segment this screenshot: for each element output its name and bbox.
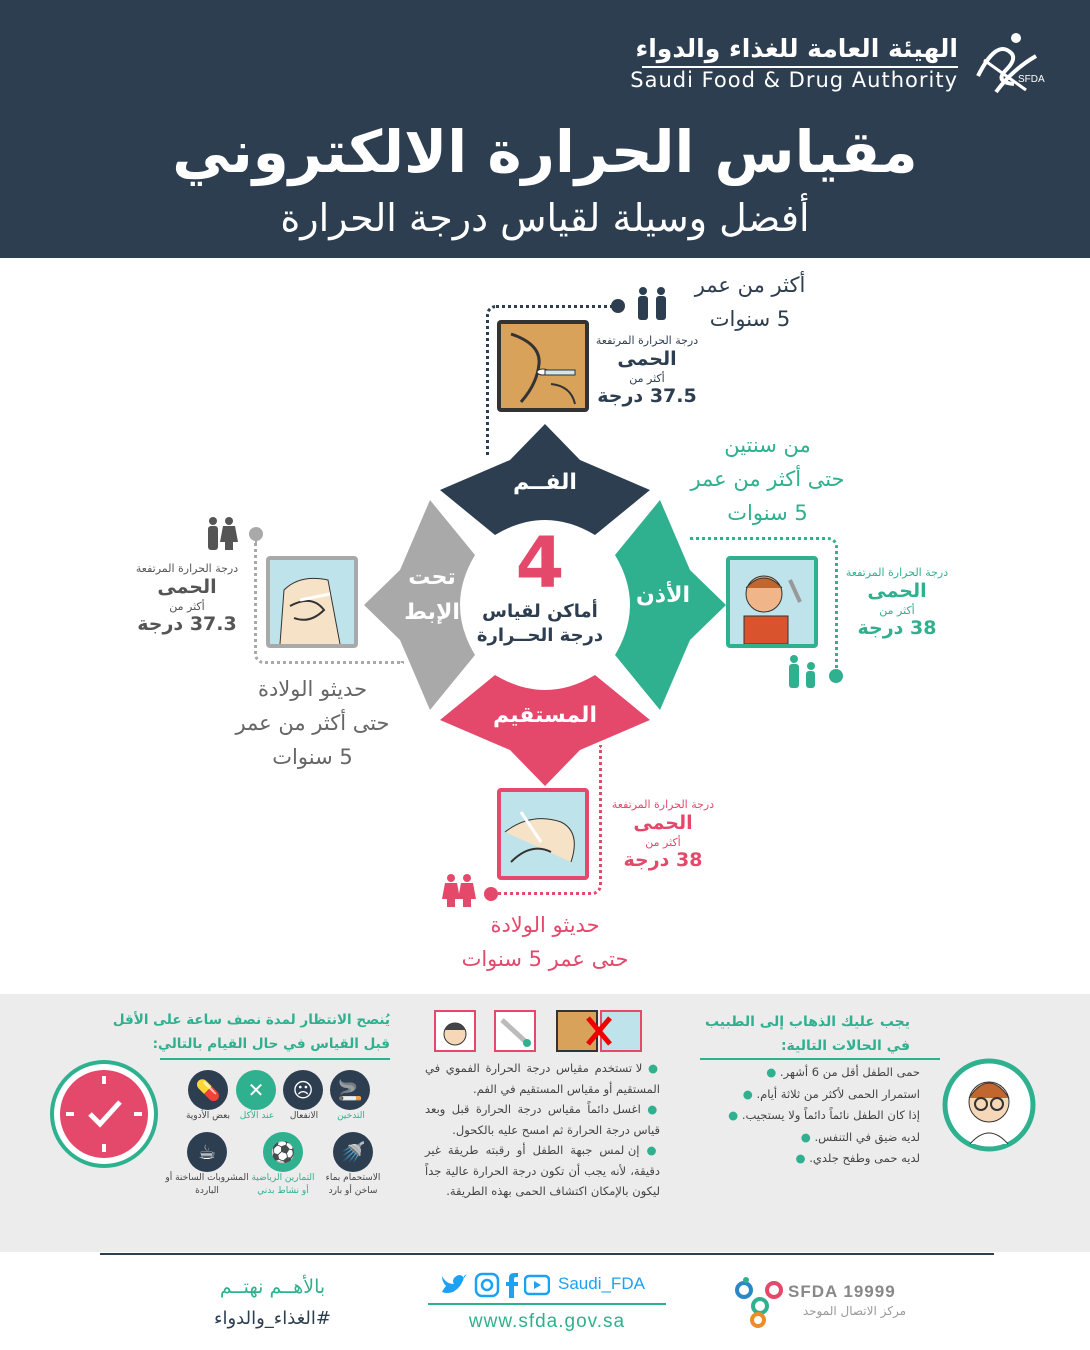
armpit-fever-info — [132, 562, 242, 637]
tips-list — [425, 1058, 660, 1202]
wait-heading-line2: قبل القياس في حال القيام بالتالي: — [152, 1036, 390, 1052]
armpit-age-line3: 5 سنوات — [272, 745, 353, 769]
wait-item-shower: 🚿 الاستحمام بماء ساخن أو بارد — [322, 1132, 384, 1198]
doctor-avatar — [942, 1058, 1036, 1152]
armpit-degree: 37.3 درجة — [137, 613, 237, 636]
armpit-photo — [266, 556, 358, 648]
cigarette-icon: 🚬 — [330, 1070, 370, 1110]
segment-armpit-label-2: الإبط — [404, 600, 460, 625]
wait-item-smoking: 🚬 التدخين — [330, 1070, 372, 1123]
wait-item-emotion: ☹ الانفعال — [283, 1070, 325, 1123]
twitter-icon[interactable] — [440, 1272, 468, 1298]
call-center-icon — [734, 1276, 784, 1328]
wait-heading-line1: يُنصح الانتظار لمدة نصف ساعة على الأقل — [112, 1012, 390, 1028]
mouth-age — [680, 268, 820, 336]
social-icons — [440, 1272, 550, 1298]
doctor-item: إذا كان الطفل نائماً دائماً ولا يستجيب. ● — [728, 1108, 920, 1122]
wait-item-drinks: ☕ المشروبات الساخنة أو الباردة — [165, 1132, 249, 1198]
shower-icon: 🚿 — [333, 1132, 373, 1172]
center-caption-line2: درجة الحــرارة — [476, 625, 604, 646]
ear-connector-dot — [829, 669, 843, 683]
child-forehead-icon — [434, 1010, 476, 1052]
doctor-item: استمرار الحمى لأكثر من ثلاثة أيام. ● — [742, 1086, 920, 1101]
social-handle[interactable]: Saudi_FDA — [558, 1274, 645, 1293]
center-caption — [460, 600, 620, 648]
rectum-age — [440, 908, 650, 976]
rectum-age-line1: حديثو الولادة — [490, 913, 600, 937]
wait-heading — [105, 1008, 390, 1056]
ear-fever-label: الحمى — [867, 579, 927, 602]
sad-face-icon: ☹ — [283, 1070, 323, 1110]
ear-age — [680, 428, 855, 530]
mouth-connector-dot — [611, 299, 625, 313]
mouth-age-line2: 5 سنوات — [709, 307, 791, 331]
rectum-photo — [497, 788, 589, 880]
doctor-list — [700, 1062, 920, 1170]
ear-photo — [726, 556, 818, 648]
mouth-degree: 37.5 درجة — [597, 385, 697, 408]
doctor-heading-line2: في الحالات التالية: — [780, 1038, 910, 1054]
doctor-item: لديه حمى وطفح جلدي. ● — [795, 1151, 920, 1165]
people-icon-ear — [785, 654, 819, 690]
mouth-age-line1: أكثر من عمر — [694, 273, 806, 297]
facebook-icon[interactable] — [504, 1272, 520, 1298]
instagram-icon[interactable] — [474, 1272, 500, 1298]
segment-ear-label: الأذن — [636, 583, 690, 608]
call-center-label: مركز الاتصال الموحد — [802, 1304, 906, 1318]
rectum-age-line2: حتى عمر 5 سنوات — [461, 947, 629, 971]
exercise-icon: ⚽ — [263, 1132, 303, 1172]
ear-fever-high: درجة الحرارة المرتفعة — [845, 566, 949, 579]
wait-item-medicine: 💊 بعض الأدوية — [183, 1070, 233, 1123]
armpit-age-line2: حتى أكثر من عمر — [235, 711, 390, 735]
ear-age-line1: من سنتين — [724, 433, 811, 457]
wait-divider — [160, 1058, 390, 1060]
pill-icon: 💊 — [188, 1070, 228, 1110]
armpit-age-line1: حديثو الولادة — [257, 677, 368, 701]
doctor-divider — [700, 1058, 940, 1060]
ear-degree: 38 درجة — [857, 617, 937, 640]
sfda-logo — [966, 30, 1048, 102]
mouth-more-than: أكثر من — [629, 371, 665, 385]
mouth-fever-high: درجة الحرارة المرتفعة — [595, 334, 699, 347]
doctor-item: لديه ضيق في التنفس. ● — [800, 1129, 920, 1144]
cup-icon: ☕ — [187, 1132, 227, 1172]
tip-item: ● لا تستخدم مقياس درجة الحرارة الفموي في المستقيم أو مقياس المستقيم في الفم. — [425, 1061, 660, 1096]
wait-item-eating: ✕ عند الأكل — [236, 1070, 278, 1123]
center-number: 4 — [515, 522, 565, 604]
armpit-age — [225, 672, 400, 774]
footer-hashtag: #الغذاء_والدواء — [214, 1308, 331, 1329]
ear-age-line3: 5 سنوات — [727, 501, 808, 525]
ear-age-line2: حتى أكثر من عمر — [690, 467, 845, 491]
org-name-english: Saudi Food & Drug Authority — [630, 68, 958, 92]
segment-rectum-label: المستقيم — [493, 703, 597, 728]
doctor-heading-line1: يجب عليك الذهاب إلى الطبيب — [704, 1014, 910, 1030]
logo-text: SFDA — [1018, 74, 1045, 85]
org-name-arabic: الهيئة العامة للغذاء والدواء — [635, 34, 958, 63]
armpit-connector-dot — [249, 527, 263, 541]
ear-more-than: أكثر من — [879, 603, 915, 617]
segment-mouth-label: الفــم — [513, 470, 577, 495]
wait-item-exercise: ⚽ التمارين الرياضية أو نشاط بدني — [250, 1132, 316, 1198]
ear-fever-info — [842, 566, 952, 641]
segment-armpit-label-1: تحت — [408, 565, 456, 590]
page-subtitle: أفضل وسيلة لقياس درجة الحرارة — [280, 196, 810, 240]
website-link[interactable]: www.sfda.gov.sa — [468, 1311, 626, 1332]
doctor-heading — [690, 1010, 910, 1058]
mouth-photo — [497, 320, 589, 412]
armpit-more-than: أكثر من — [169, 599, 205, 613]
tip-item: ● اغسل دائماً مقياس درجة الحرارة قبل وبعد قياس درجة الحرارة ثم امسح عليه بالكحول. — [425, 1102, 660, 1137]
armpit-fever-high: درجة الحرارة المرتفعة — [135, 562, 239, 575]
people-icon-mouth — [634, 286, 670, 322]
clock-icon — [50, 1060, 158, 1168]
page-title: مقياس الحرارة الالكتروني — [172, 118, 918, 186]
rectum-fever-info — [608, 798, 718, 873]
fork-knife-icon: ✕ — [236, 1070, 276, 1110]
center-caption-line1: أماكن لقياس — [482, 601, 598, 622]
people-icon-rectum — [442, 873, 476, 909]
youtube-icon[interactable] — [524, 1274, 550, 1296]
rectum-fever-high: درجة الحرارة المرتفعة — [611, 798, 715, 811]
thermometer-wipe-icon — [494, 1010, 536, 1052]
wrong-use-icon — [556, 1010, 642, 1052]
mouth-fever-label: الحمى — [617, 347, 677, 370]
tip-item: ● إن لمس جبهة الطفل أو رقبته طريقة غير دقيقة، لأنه يجب أن تكون درجة الحرارة عالية جداً ليكون بالإمكان اكتشاف الحمى بهذه الطريقة. — [425, 1143, 660, 1198]
rectum-fever-label: الحمى — [633, 811, 693, 834]
rectum-connector-dot — [484, 887, 498, 901]
rectum-degree: 38 درجة — [623, 849, 703, 872]
armpit-fever-label: الحمى — [157, 575, 217, 598]
people-icon-armpit — [204, 516, 238, 552]
footer-divider — [100, 1253, 994, 1255]
mouth-fever-info — [592, 334, 702, 409]
website-divider — [428, 1303, 666, 1305]
doctor-item: حمى الطفل أقل من 6 أشهر. ● — [766, 1065, 920, 1079]
rectum-more-than: أكثر من — [645, 835, 681, 849]
call-center-number: SFDA 19999 — [788, 1282, 896, 1301]
footer-slogan: بالأهــم نهتــم — [219, 1276, 326, 1298]
